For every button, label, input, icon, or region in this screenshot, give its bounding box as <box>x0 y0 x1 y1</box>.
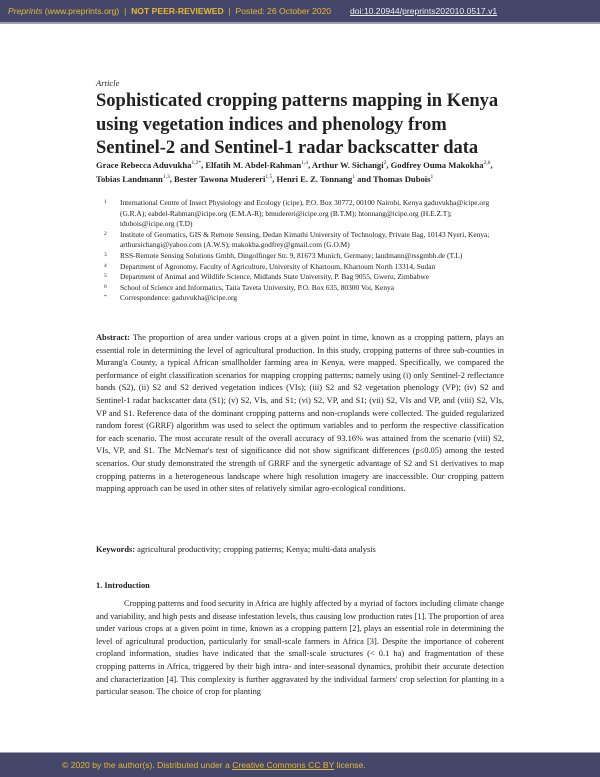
affiliation-text: Department of Agronomy, Faculty of Agriculture, University of Khartoum, Khartoum North 13314, Sudan <box>120 261 436 271</box>
abstract-label: Abstract: <box>96 333 130 342</box>
author-name: Elfatih M. Abdel-Rahman <box>205 159 302 170</box>
affiliation-item <box>104 293 504 304</box>
author-affiliation-mark: 1 <box>430 174 434 181</box>
keywords-text: agricultural productivity; cropping patterns; Kenya; multi-data analysis <box>137 545 376 554</box>
author-affiliation-mark: 1,4 <box>301 160 309 166</box>
preprint-header-bar <box>0 0 600 24</box>
affiliation-item <box>104 251 504 262</box>
affiliation-number: 6 <box>104 283 107 290</box>
author-name: Henri E. Z. Tonnang <box>276 174 353 185</box>
separator: | <box>124 6 127 16</box>
doi-link[interactable]: doi:10.20944/preprints202010.0517.v1 <box>350 6 498 16</box>
affiliation-item <box>104 283 504 294</box>
author <box>174 174 272 184</box>
author <box>96 174 170 184</box>
source-url[interactable]: (www.preprints.org) <box>44 6 120 16</box>
license-footer <box>0 752 600 777</box>
author <box>391 160 491 170</box>
separator: | <box>228 6 231 16</box>
section-heading: 1. Introduction <box>96 581 150 590</box>
source-name: Preprints <box>8 6 43 16</box>
author-name: Thomas Dubois <box>372 174 431 185</box>
review-status: NOT PEER-REVIEWED <box>131 6 224 16</box>
author-affiliation-mark: 1,3 <box>162 174 170 181</box>
author-affiliation-mark: 2,6 <box>483 160 491 166</box>
license-text <box>62 760 366 770</box>
affiliation-text: Department of Animal and Wildlife Science, Midlands State University, P. Bag 9055, Gweru, Zimbabwe <box>120 272 430 282</box>
author-list: Grace Rebecca Aduvukha$^{1,2*}$, Elfatih M. Abdel-Rahman$^{1,4}$, Arthur W. Sichangi$^2$, Godfrey Ouma Makokha$^{2,6}$, Tobias Landmann$^{1,3}$, Bester Tawona Mudereri$^{1,5}$, Henri E. Z. Tonnang$^1$ and Thomas Dubois$^1$ <box>96 159 493 185</box>
author-affiliation-mark: 1,5 <box>265 174 273 181</box>
affiliation-item <box>104 262 504 273</box>
author-affiliation-mark: 2 <box>383 160 387 166</box>
affiliation-text: Institute of Geomatics, GIS & Remote Sensing, Dedan Kimathi University of Technology, Private Bag, 10143 Nyeri, Kenya; arthursichangi@yahoo.com (A.W.S); makokha.godfrey@gmail.com (G.O.M) <box>120 229 490 250</box>
posted-date: Posted: 26 October 2020 <box>235 6 332 16</box>
affiliation-text: International Centre of Insect Physiology and Ecology (icipe), P.O. Box 30772, 00100 Nairobi, Kenya gaduvukha@icipe.org (G.R.A); eabdel-Rahman@icipe.org (E.M.A-R); bmudereri@icipe.org (B.T.M); htonnang@icipe.org (H.E.Z.T); tdubois@icipe.org (T.D) <box>120 198 490 229</box>
author <box>277 174 355 184</box>
author-name: Godfrey Ouma Makokha <box>390 159 484 170</box>
affiliation-number: 5 <box>104 273 107 280</box>
author-name: Bester Tawona Mudereri <box>173 174 266 185</box>
affiliation-text: Correspondence: gaduvukha@icipe.org <box>120 293 238 303</box>
author-name: Grace Rebecca Aduvukha <box>96 159 192 170</box>
abstract <box>96 332 504 496</box>
author-affiliation-mark: 1,2* <box>191 160 202 166</box>
affiliation-text: School of Science and Informatics, Taita Taveta University, P.O. Box 635, 80300 Voi, Kenya <box>120 282 395 292</box>
affiliation-number: 1 <box>104 199 107 205</box>
affiliation-item <box>104 230 504 251</box>
author <box>205 160 308 170</box>
article-type: Article <box>96 78 120 88</box>
license-suffix: license. <box>336 760 366 770</box>
keywords <box>96 545 504 554</box>
keywords-label: Keywords: <box>96 545 136 554</box>
author <box>312 160 386 170</box>
author-name: Tobias Landmann <box>96 174 163 185</box>
author <box>373 174 433 184</box>
header-info <box>8 6 331 16</box>
paper-title: Sophisticated cropping patterns mapping in Kenya using vegetation indices and phenology from Sentinel-2 and Sentinel-1 radar backscatter data <box>96 91 499 158</box>
affiliation-number: * <box>104 294 107 301</box>
license-link[interactable]: Creative Commons CC BY <box>232 760 335 770</box>
license-prefix: © 2020 by the author(s). Distributed under a <box>62 760 230 770</box>
affiliation-text: RSS-Remote Sensing Solutions Gmbh, Dingolfinger Str. 9, 81673 Munich, Germany; landmann@rssgmbh.de (T.L) <box>120 250 463 260</box>
affiliation-number: 4 <box>104 262 107 269</box>
author-affiliation-mark: 1 <box>352 174 355 181</box>
intro-paragraph: Cropping patterns and food security in Africa are highly affected by a myriad of factors including climate change and variability, and high pests and disease infestation levels, thus causing low production rates [1]. The proportion of area under various crops at a given point in time, known as a cropping pattern [2], plays an essential role in determining the level of agricultural production, particularly for small-scale farmers in Africa [3]. Despite the importance of coherent cropland information, studies have indicated that the small-scale structures (< 0.1 ha) and fragmentation of these cropping patterns in Africa, triggered by their high intra- and inter-seasonal dynamics, prohibit their accurate detection and characterization [4]. This complexity is further aggravated by the individual farmers' crop selection for planting in a particular season. The choice of crop for planting <box>96 599 504 697</box>
affiliation-number: 2 <box>104 230 107 237</box>
affiliation-item <box>104 198 504 230</box>
affiliations <box>104 198 504 304</box>
author <box>96 160 201 170</box>
affiliation-number: 3 <box>104 251 107 258</box>
author-name: Arthur W. Sichangi <box>311 159 384 170</box>
abstract-text: The proportion of area under various crops at a given point in time, known as a cropping pattern, plays an essential role in determining the level of agricultural production. In this study, cropping patterns of three sub-counties in Murang'a County, a typical African smallholder farming area in Kenya, were mapped. Specifically, we compared the performance of eight classification scenarios for mapping cropping patterns; namely using (i) only Sentinel-2 reflectance bands (S2), (ii) S2 and S2 derived vegetation indices (VIs); (iii) S2 and S2 vegetation phenology (VP); (iv) S2 and Sentinel-1 radar backscatter data (S1); (v) S2, VIs, and S1; (vi) S2, VP, and S1; (vii) S2, VIs and VP, and (viii) S2, VIs, VP and S1. Reference data of the dominant cropping patterns and non-croplands were collected. The guided regularized random forest (GRRF) algorithm was used to select the optimum variables and to perform the respective classification for each scenario. The most accurate result of the overall accuracy of 93.16% was attained from the scenario (viii) S2, VIs, VP, and S1. The McNemar's test of significance did not show significant differences (p≤0.05) among the tested scenarios. Our study demonstrated the strength of GRRF and the synergetic advantage of S2 and S1 derivatives to map cropping patterns in a heterogeneous landscape where high resolution imagery are inaccessible. Our cropping pattern mapping approach can be used in other sites of relatively similar agro-ecological conditions. <box>96 333 504 494</box>
affiliation-item <box>104 272 504 283</box>
